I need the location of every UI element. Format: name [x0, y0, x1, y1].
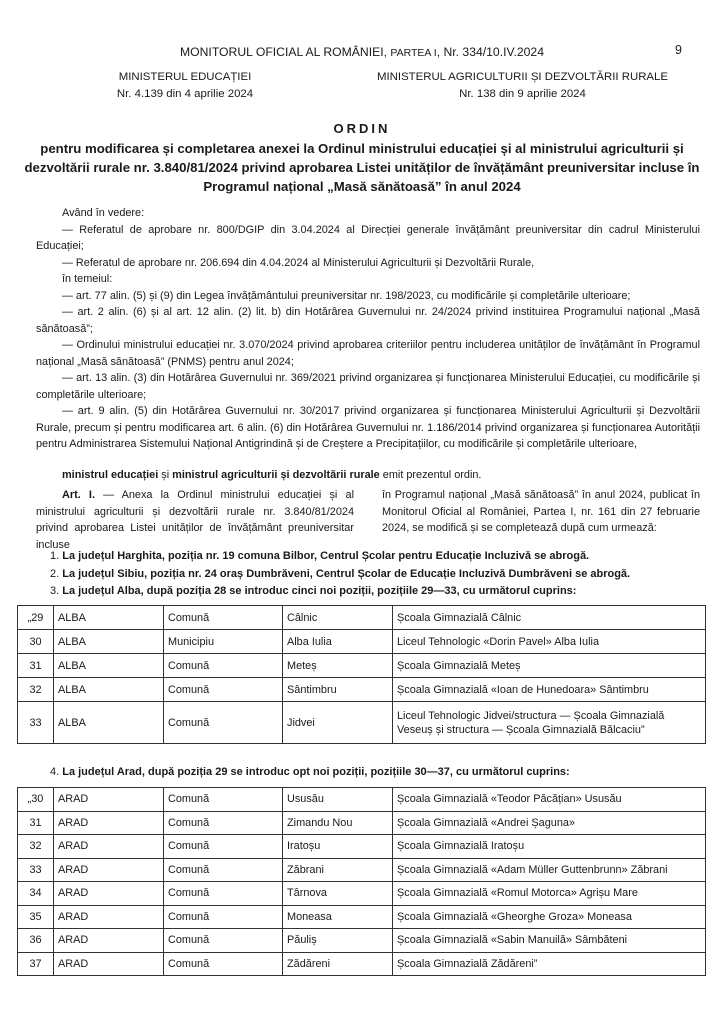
cell-county: ARAD: [54, 905, 164, 929]
cell-position: 30: [18, 630, 54, 654]
amendment-item: [50, 566, 710, 584]
ministry-agriculture: [350, 69, 695, 103]
cell-county: ALBA: [54, 606, 164, 630]
article-1-right-text: în Programul național „Masă sănătoasă” în anul 2024, publicat în Monitorul Oficial al României, Partea I, nr. 161 din 27 februarie 2024, se modifică și se completează după cum urmează:: [382, 489, 700, 534]
table-row: [18, 606, 706, 630]
ministry-name: MINISTERUL AGRICULTURII ȘI DEZVOLTĂRII RURALE: [377, 71, 668, 83]
cell-type: Comună: [164, 702, 283, 744]
table-row: [18, 905, 706, 929]
preamble-basis-2: — art. 2 alin. (6) și al art. 12 alin. (2) lit. b) din Hotărârea Guvernului nr. 24/2024 privind instituirea Programului național „Masă sănătoasă”;: [36, 306, 700, 335]
table-row: [18, 788, 706, 812]
cell-locality: Sântimbru: [283, 678, 393, 702]
item-number: 1.: [50, 550, 63, 562]
cell-position: 33: [18, 702, 54, 744]
item-text: La județul Sibiu, poziția nr. 24 oraș Dumbrăveni, Centrul Școlar de Educație Incluzivă Dumbrăveni se abrogă.: [62, 567, 631, 580]
amendment-item: [50, 548, 710, 566]
cell-locality: Jidvei: [283, 702, 393, 744]
cell-county: ALBA: [54, 678, 164, 702]
table-row: [18, 654, 706, 678]
publication-part: PARTEA I: [390, 47, 437, 59]
preamble-ref-1: — Referatul de aprobare nr. 800/DGIP din 3.04.2024 al Direcției generale învățământ preuniversitar din cadrul Ministerului Educației;: [36, 223, 700, 252]
cell-position: 32: [18, 835, 54, 859]
publication-header: [0, 45, 724, 59]
cell-county: ARAD: [54, 858, 164, 882]
document-subtitle: pentru modificarea și completarea anexei la Ordinul ministrului educației și al ministrului agriculturii și dezvoltării rurale nr. 3.840/81/2024 privind aprobarea Listei unităților de învățământ preuniversitar incluse în Programul național „Masă sănătoasă” în anul 2024: [24, 141, 700, 194]
cell-position: 37: [18, 952, 54, 976]
cell-school: Școala Gimnazială «Teodor Păcățian» Ususău: [393, 788, 706, 812]
ministry-order-number: Nr. 138 din 9 aprilie 2024: [459, 88, 586, 100]
item-text: La județul Alba, după poziția 28 se introduc cinci noi poziții, pozițiile 29—33, cu următorul cuprins:: [62, 585, 577, 597]
preamble-ref-2: — Referatul de aprobare nr. 206.694 din 4.04.2024 al Ministerului Agriculturii și Dezvoltării Rurale,: [62, 256, 535, 269]
table-row: [18, 702, 706, 744]
preamble-basis-5: — art. 9 alin. (5) din Hotărârea Guvernului nr. 30/2017 privind organizarea și funcționarea Ministerului Agriculturii și Dezvoltării Rurale, precum și pentru modificarea art. 6 alin. (6) din Hotărârea Guvernului nr. 1.186/2014 privind organizarea și funcționarea Autorității pentru Administrarea Sistemului Național Antigrindină și de Creștere a Precipitațiilor, cu modificările și completările ulterioare,: [36, 405, 700, 450]
table-row: [18, 835, 706, 859]
cell-position: 31: [18, 654, 54, 678]
cell-school: Școala Gimnazială Iratoșu: [393, 835, 706, 859]
cell-position: 32: [18, 678, 54, 702]
cell-county: ARAD: [54, 835, 164, 859]
publication-issue: , Nr. 334/10.IV.2024: [436, 45, 544, 59]
cell-type: Comună: [164, 952, 283, 976]
cell-school: Școala Gimnazială «Ioan de Hunedoara» Sântimbru: [393, 678, 706, 702]
cell-locality: Zimandu Nou: [283, 811, 393, 835]
cell-county: ALBA: [54, 630, 164, 654]
cell-type: Comună: [164, 905, 283, 929]
cell-position: 33: [18, 858, 54, 882]
preamble-basis-1: — art. 77 alin. (5) și (9) din Legea învățământului preuniversitar nr. 198/2023, cu modificările și completările ulterioare;: [62, 289, 631, 302]
emit-statement: [36, 467, 700, 484]
article-label: Art. I.: [62, 489, 95, 501]
emit-minister-agriculture: ministrul agriculturii și dezvoltării rurale: [172, 468, 380, 481]
table-row: [18, 929, 706, 953]
item-text: La județul Arad, după poziția 29 se introduc opt noi poziții, pozițiile 30—37, cu următorul cuprins:: [62, 766, 570, 778]
cell-locality: Iratoșu: [283, 835, 393, 859]
cell-school: Școala Gimnazială «Sabin Manuilă» Sâmbăteni: [393, 929, 706, 953]
cell-position: 35: [18, 905, 54, 929]
preamble-basis-4: — art. 13 alin. (3) din Hotărârea Guvernului nr. 369/2021 privind organizarea și funcționarea Ministerului Educației, cu modificările și completările ulterioare;: [36, 372, 700, 401]
article-1-right-column: [382, 487, 700, 553]
emit-minister-education: ministrul educației: [62, 468, 159, 481]
cell-school: Liceul Tehnologic «Dorin Pavel» Alba Iulia: [393, 630, 706, 654]
cell-locality: Zăbrani: [283, 858, 393, 882]
table-row: [18, 678, 706, 702]
cell-locality: Păuliș: [283, 929, 393, 953]
cell-type: Comună: [164, 788, 283, 812]
emit-conjunction: și: [158, 468, 173, 481]
preamble-basis: în temeiul:: [62, 273, 113, 285]
cell-position: 31: [18, 811, 54, 835]
table-row: [18, 858, 706, 882]
cell-county: ARAD: [54, 929, 164, 953]
ministry-order-number: Nr. 4.139 din 4 aprilie 2024: [116, 88, 254, 100]
cell-position: „29: [18, 606, 54, 630]
cell-type: Comună: [164, 678, 283, 702]
cell-locality: Ususău: [283, 788, 393, 812]
cell-county: ARAD: [54, 811, 164, 835]
cell-school: Școala Gimnazială Zădăreni”: [393, 952, 706, 976]
article-1-left-column: [36, 487, 354, 553]
cell-county: ARAD: [54, 788, 164, 812]
table-arad: [17, 787, 706, 976]
cell-county: ALBA: [54, 702, 164, 744]
amendment-items: [50, 548, 710, 601]
cell-county: ARAD: [54, 882, 164, 906]
preamble-having-regard: Având în vedere:: [62, 207, 145, 219]
cell-county: ARAD: [54, 952, 164, 976]
amendment-item: [50, 766, 570, 778]
cell-locality: Meteș: [283, 654, 393, 678]
ministry-name: MINISTERUL EDUCAȚIEI: [118, 71, 252, 83]
cell-county: ALBA: [54, 654, 164, 678]
item-number: 3.: [50, 585, 63, 597]
table-row: [18, 882, 706, 906]
cell-school: Școala Gimnazială «Andrei Șaguna»: [393, 811, 706, 835]
cell-type: Comună: [164, 835, 283, 859]
preamble: [36, 205, 700, 483]
ministry-education: [110, 69, 260, 103]
item-number: 2.: [50, 567, 63, 580]
cell-locality: Câlnic: [283, 606, 393, 630]
cell-locality: Târnova: [283, 882, 393, 906]
cell-locality: Alba Iulia: [283, 630, 393, 654]
preamble-basis-3: — Ordinului ministrului educației nr. 3.070/2024 privind aprobarea criteriilor pentru includerea unităților de învățământ în Programul național „Masă sănătoasă” (PNMS) pentru anul 2024;: [36, 339, 700, 368]
article-1-paragraph: [36, 487, 354, 553]
article-1-left-text: — Anexa la Ordinul ministrului educației și al ministrului agriculturii și dezvoltării rurale nr. 3.840/81/2024 privind aprobarea Listei unităților de învățământ preuniversitar incluse: [36, 489, 354, 551]
article-1: [36, 487, 700, 553]
cell-type: Comună: [164, 929, 283, 953]
amendment-item: [50, 583, 710, 601]
cell-school: Școala Gimnazială «Romul Motorca» Agrișu Mare: [393, 882, 706, 906]
cell-position: „30: [18, 788, 54, 812]
cell-type: Comună: [164, 606, 283, 630]
cell-type: Comună: [164, 858, 283, 882]
table-row: [18, 630, 706, 654]
table-alba: [17, 605, 706, 744]
cell-type: Comună: [164, 654, 283, 678]
item-text: La județul Harghita, poziția nr. 19 comuna Bilbor, Centrul Școlar pentru Educație Incluzivă se abrogă.: [62, 550, 590, 562]
table-row: [18, 811, 706, 835]
cell-school: Școala Gimnazială Meteș: [393, 654, 706, 678]
table-row: [18, 952, 706, 976]
cell-type: Municipiu: [164, 630, 283, 654]
cell-type: Comună: [164, 882, 283, 906]
document-title: ORDIN: [333, 121, 391, 136]
page-number: 9: [675, 43, 682, 57]
cell-locality: Moneasa: [283, 905, 393, 929]
cell-school: Școala Gimnazială «Gheorghe Groza» Moneasa: [393, 905, 706, 929]
cell-school: Școala Gimnazială «Adam Müller Guttenbrunn» Zăbrani: [393, 858, 706, 882]
publication-title: MONITORUL OFICIAL AL ROMÂNIEI,: [180, 45, 391, 59]
cell-position: 34: [18, 882, 54, 906]
emit-rest: emit prezentul ordin.: [379, 468, 482, 481]
cell-position: 36: [18, 929, 54, 953]
item-number: 4.: [50, 766, 63, 778]
cell-locality: Zădăreni: [283, 952, 393, 976]
cell-type: Comună: [164, 811, 283, 835]
cell-school: Liceul Tehnologic Jidvei/structura — Școala Gimnazială Veseuș și structura — Școala Gimnazială Bălcaciu”: [393, 702, 706, 744]
cell-school: Școala Gimnazială Câlnic: [393, 606, 706, 630]
